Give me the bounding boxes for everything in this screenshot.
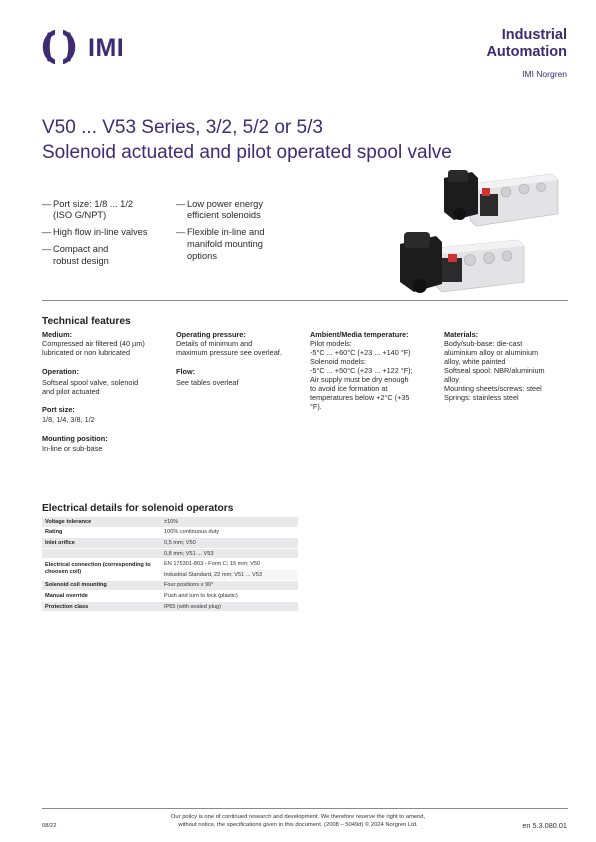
bullet-mounting — [176, 227, 296, 263]
tech-value: and pilot actuated — [42, 387, 100, 396]
tech-value: Mounting sheets/screws: steel — [444, 384, 542, 393]
table-value: Industrial Standard, 22 mm; V51 ... V53 — [161, 569, 298, 580]
bullet-text: manifold mounting — [187, 239, 263, 249]
bullet-text: robust design — [53, 256, 109, 266]
bullet-dash: — — [176, 199, 186, 209]
table-key: Solenoid coil mounting — [42, 580, 161, 591]
bullet-text: Flexible in-line and — [187, 227, 265, 237]
table-value: 100% continuous duty — [161, 527, 298, 538]
table-row — [42, 548, 298, 559]
tech-label: Operation: — [42, 367, 79, 376]
tech-label: Operating pressure: — [176, 330, 246, 339]
tech-value: -5°C ... +60°C (+23 ... +140 °F) — [310, 348, 411, 357]
table-value: 0,8 mm; V51 ... V53 — [161, 548, 298, 559]
tech-value: 1/8, 1/4, 3/8, 1/2 — [42, 415, 95, 424]
footer-policy-line1: Our policy is one of continued research and development. We therefore reserve the right to amend, — [170, 814, 426, 820]
footer-policy-line2: without notice, the specifications given in this document. (2008 – 5049d) © 2024 Norgren Ltd. — [178, 822, 418, 828]
bullet-text: options — [187, 251, 217, 261]
tech-label: Port size: — [42, 405, 75, 414]
bullet-text: (ISO G/NPT) — [53, 210, 107, 220]
table-value: IP65 (with sealed plug) — [161, 601, 298, 612]
bullet-dash: — — [42, 199, 52, 209]
tech-label: Medium: — [42, 330, 72, 339]
table-row — [42, 580, 298, 591]
electrical-heading: Electrical details for solenoid operators — [42, 503, 234, 514]
table-row — [42, 517, 298, 527]
bullet-text: Compact and — [53, 244, 109, 254]
tech-value: Springs: stainless steel — [444, 393, 519, 402]
tech-value: maximum pressure see overleaf. — [176, 348, 282, 357]
valve-image-lower — [396, 230, 528, 298]
tech-value: Softseal spool valve, solenoid — [42, 378, 139, 387]
page-title-line2: Solenoid actuated and pilot operated spool valve — [42, 142, 452, 163]
section-divider — [42, 300, 568, 301]
tech-value: In-line or sub-base — [42, 444, 103, 453]
company-name: IMI Norgren — [522, 69, 567, 79]
tech-value: temperatures below +2°C (+35 — [310, 393, 410, 402]
table-value: ±10% — [161, 517, 298, 527]
valve-image-upper — [440, 168, 560, 236]
tech-value: aluminium alloy or aluminium — [444, 348, 539, 357]
tech-value: alloy, white painted — [444, 357, 506, 366]
bullet-dash: — — [176, 227, 186, 237]
bullet-port-size — [42, 199, 172, 223]
tech-value: to avoid ice formation at — [310, 384, 388, 393]
table-key-empty — [42, 548, 161, 559]
tech-value: Body/sub-base: die-cast — [444, 339, 523, 348]
division-line1: Industrial — [501, 27, 567, 43]
footer-divider — [42, 808, 568, 809]
table-key: Protection class — [42, 601, 161, 612]
tech-value: See tables overleaf — [176, 378, 239, 387]
table-value: EN 175301-803 - Form C; 15 mm; V50 — [161, 559, 298, 570]
table-key: Inlet orifice — [42, 538, 161, 549]
table-key: Electrical connection (corresponding to choosen coil) — [42, 559, 161, 580]
tech-label: Materials: — [444, 330, 479, 339]
table-row — [42, 527, 298, 538]
tech-value: Compressed air filtered (40 µm) — [42, 339, 145, 348]
tech-value: Pilot models: — [310, 339, 352, 348]
bullet-text: Port size: 1/8 ... 1/2 — [53, 199, 134, 209]
page-title-line1: V50 ... V53 Series, 3/2, 5/2 or 5/3 — [42, 117, 323, 138]
table-value: Push and turn to lock (plastic) — [161, 591, 298, 602]
table-key: Manual override — [42, 591, 161, 602]
bullet-text: Low power energy — [187, 199, 263, 209]
table-row — [42, 559, 298, 570]
tech-value: Solenoid models: — [310, 357, 366, 366]
bullet-compact — [42, 244, 172, 268]
table-value: Four positions x 90° — [161, 580, 298, 591]
bullet-text: efficient solenoids — [187, 210, 261, 220]
bullet-dash: — — [42, 244, 52, 254]
table-key: Rating — [42, 527, 161, 538]
electrical-table — [42, 517, 298, 612]
tech-value: lubricated or non lubricated — [42, 348, 131, 357]
tech-value: Air supply must be dry enough — [310, 375, 409, 384]
bullet-low-power — [176, 199, 296, 223]
logo-text: IMI — [88, 34, 125, 62]
tech-label: Mounting position: — [42, 434, 108, 443]
table-row — [42, 601, 298, 612]
bullet-dash: — — [42, 227, 52, 237]
technical-heading: Technical features — [42, 316, 131, 327]
table-row — [42, 538, 298, 549]
table-row — [42, 591, 298, 602]
table-value: 0,5 mm; V50 — [161, 538, 298, 549]
bullet-high-flow — [42, 227, 172, 239]
footer-date: 08/22 — [42, 823, 57, 829]
division-line2: Automation — [486, 44, 567, 60]
tech-value: Softseal spool: NBR/aluminium — [444, 366, 545, 375]
tech-label: Flow: — [176, 367, 196, 376]
tech-value: alloy — [444, 375, 460, 384]
tech-value: -5°C ... +50°C (+23 ... +122 °F); — [310, 366, 413, 375]
tech-value: Details of minimum and — [176, 339, 253, 348]
bullet-text: High flow in-line valves — [53, 227, 148, 237]
table-key: Voltage tolerance — [42, 517, 161, 527]
tech-value: °F). — [310, 402, 322, 411]
doc-number: en 5.3.080.01 — [522, 821, 567, 830]
tech-label: Ambient/Media temperature: — [310, 330, 409, 339]
